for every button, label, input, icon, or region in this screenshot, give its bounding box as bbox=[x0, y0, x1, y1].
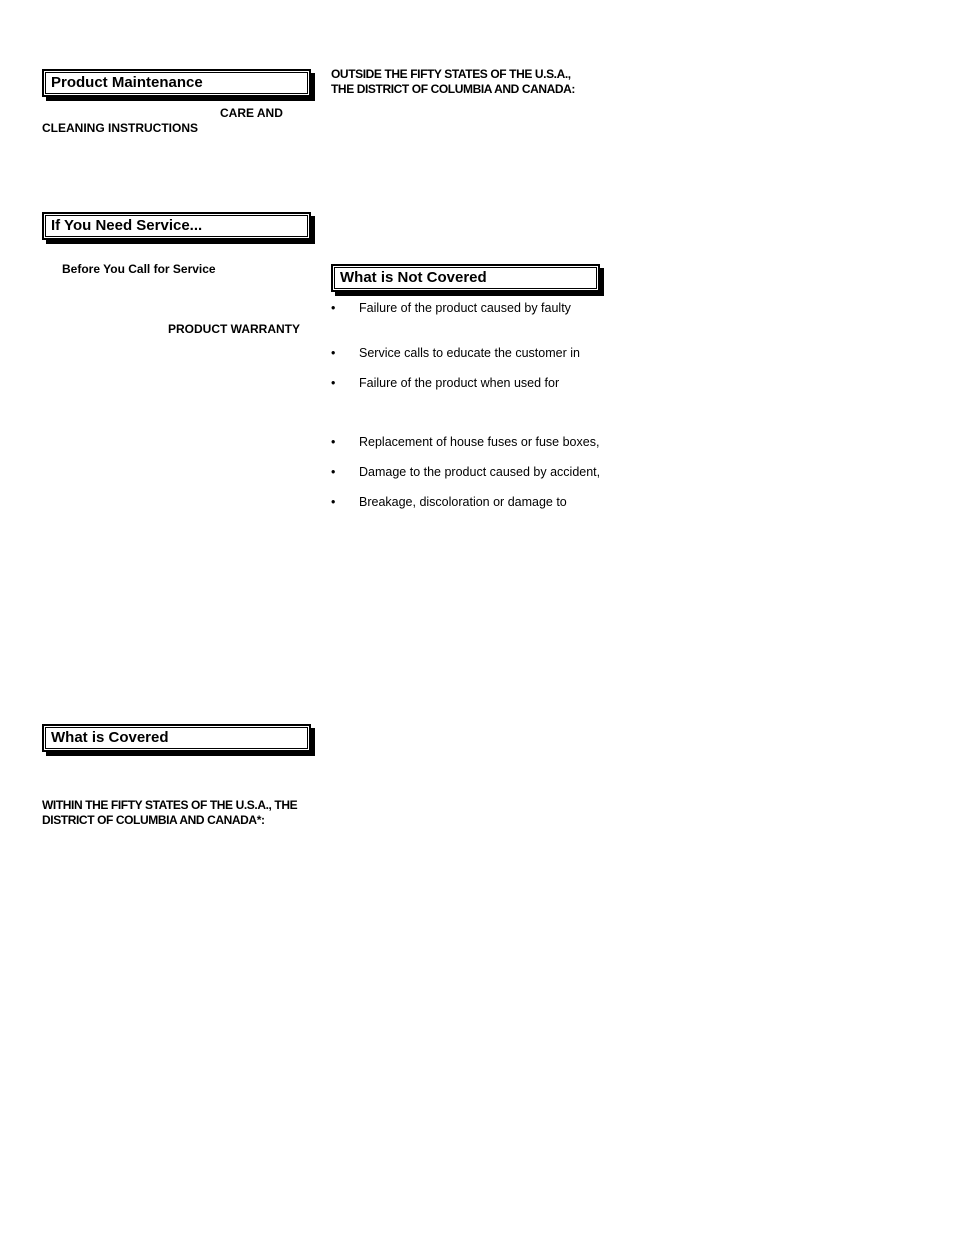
care-heading-line2: CLEANING INSTRUCTIONS bbox=[42, 121, 198, 135]
if-you-need-service-heading-box bbox=[42, 212, 311, 240]
outside-heading-line1: OUTSIDE THE FIFTY STATES OF THE U.S.A., bbox=[331, 67, 571, 81]
if-you-need-service-heading: If You Need Service... bbox=[51, 217, 203, 234]
bullet-marker: • bbox=[331, 495, 336, 509]
list-item-text: Failure of the product caused by faulty bbox=[359, 301, 571, 315]
before-you-call-heading: Before You Call for Service bbox=[62, 262, 216, 276]
list-item-text: Breakage, discoloration or damage to bbox=[359, 495, 567, 509]
bullet-marker: • bbox=[331, 465, 336, 479]
product-warranty-heading: PRODUCT WARRANTY bbox=[168, 322, 300, 336]
bullet-marker: • bbox=[331, 376, 336, 390]
what-is-covered-heading-box bbox=[42, 724, 311, 752]
list-item-text: Replacement of house fuses or fuse boxes, bbox=[359, 435, 600, 449]
bullet-marker: • bbox=[331, 346, 336, 360]
care-heading-line1: CARE AND bbox=[220, 106, 283, 120]
within-heading-line1: WITHIN THE FIFTY STATES OF THE U.S.A., THE bbox=[42, 798, 298, 812]
what-is-covered-heading: What is Covered bbox=[51, 729, 169, 746]
product-maintenance-heading-box bbox=[42, 69, 311, 97]
list-item-text: Service calls to educate the customer in bbox=[359, 346, 580, 360]
within-heading-line2: DISTRICT OF COLUMBIA AND CANADA*: bbox=[42, 813, 265, 827]
outside-heading-line2: THE DISTRICT OF COLUMBIA AND CANADA: bbox=[331, 82, 576, 96]
what-is-not-covered-heading-box bbox=[331, 264, 600, 292]
list-item-text: Damage to the product caused by accident, bbox=[359, 465, 601, 479]
what-is-not-covered-heading: What is Not Covered bbox=[340, 269, 487, 286]
bullet-marker: • bbox=[331, 435, 336, 449]
list-item-text: Failure of the product when used for bbox=[359, 376, 560, 390]
bullet-marker: • bbox=[331, 301, 336, 315]
product-maintenance-heading: Product Maintenance bbox=[51, 74, 203, 91]
